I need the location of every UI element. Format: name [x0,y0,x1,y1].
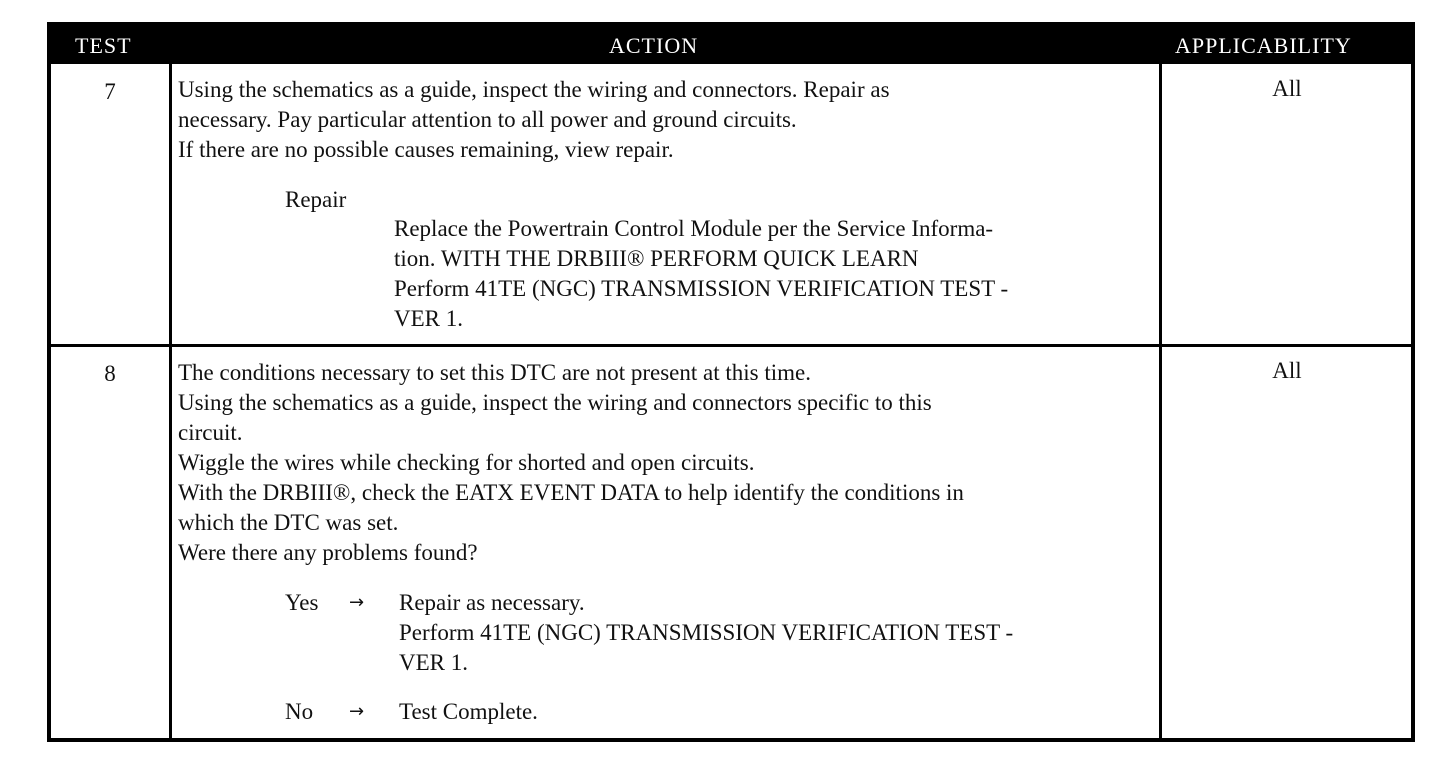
diagnostic-table [47,22,1415,742]
applicability-value: All [1272,358,1302,383]
repair-line: Replace the Powertrain Control Module per the Service Informa- [394,216,994,241]
column-divider [1159,64,1162,738]
column-divider [169,64,172,738]
action-line: Wiggle the wires while checking for shorted and open circuits. [178,450,755,475]
repair-line: tion. WITH THE DRBIII® PERFORM QUICK LEARN [394,246,919,271]
test-number: 8 [104,361,116,386]
right-arrow-icon: → [349,592,365,613]
action-line: which the DTC was set. [178,510,399,535]
header-test: TEST [75,33,132,58]
repair-line: VER 1. [394,306,463,331]
action-line: necessary. Pay particular attention to all power and ground circuits. [178,107,797,132]
yes-line: Perform 41TE (NGC) TRANSMISSION VERIFICATION TEST - [399,620,1014,645]
applicability-value: All [1272,76,1302,101]
test-number: 7 [104,79,116,104]
yes-label: Yes [285,590,319,615]
yes-line: Repair as necessary. [399,590,585,615]
action-line: circuit. [178,420,243,445]
header-action: ACTION [609,33,699,58]
header-applicability: APPLICABILITY [1175,33,1352,58]
action-line: Using the schematics as a guide, inspect the wiring and connectors. Repair as [178,77,890,102]
row-divider [51,344,1411,347]
action-line: If there are no possible causes remaining, view repair. [178,137,674,162]
no-line: Test Complete. [399,699,538,724]
action-line: With the DRBIII®, check the EATX EVENT DATA to help identify the conditions in [178,480,964,505]
repair-line: Perform 41TE (NGC) TRANSMISSION VERIFICATION TEST - [394,276,1009,301]
right-arrow-icon: → [349,701,365,722]
action-line: Using the schematics as a guide, inspect the wiring and connectors specific to this [178,390,932,415]
no-label: No [285,699,314,724]
yes-line: VER 1. [399,650,468,675]
action-line: The conditions necessary to set this DTC are not present at this time. [178,360,811,385]
repair-label: Repair [285,187,347,212]
table-header [51,26,1411,64]
action-line: Were there any problems found? [178,540,478,565]
